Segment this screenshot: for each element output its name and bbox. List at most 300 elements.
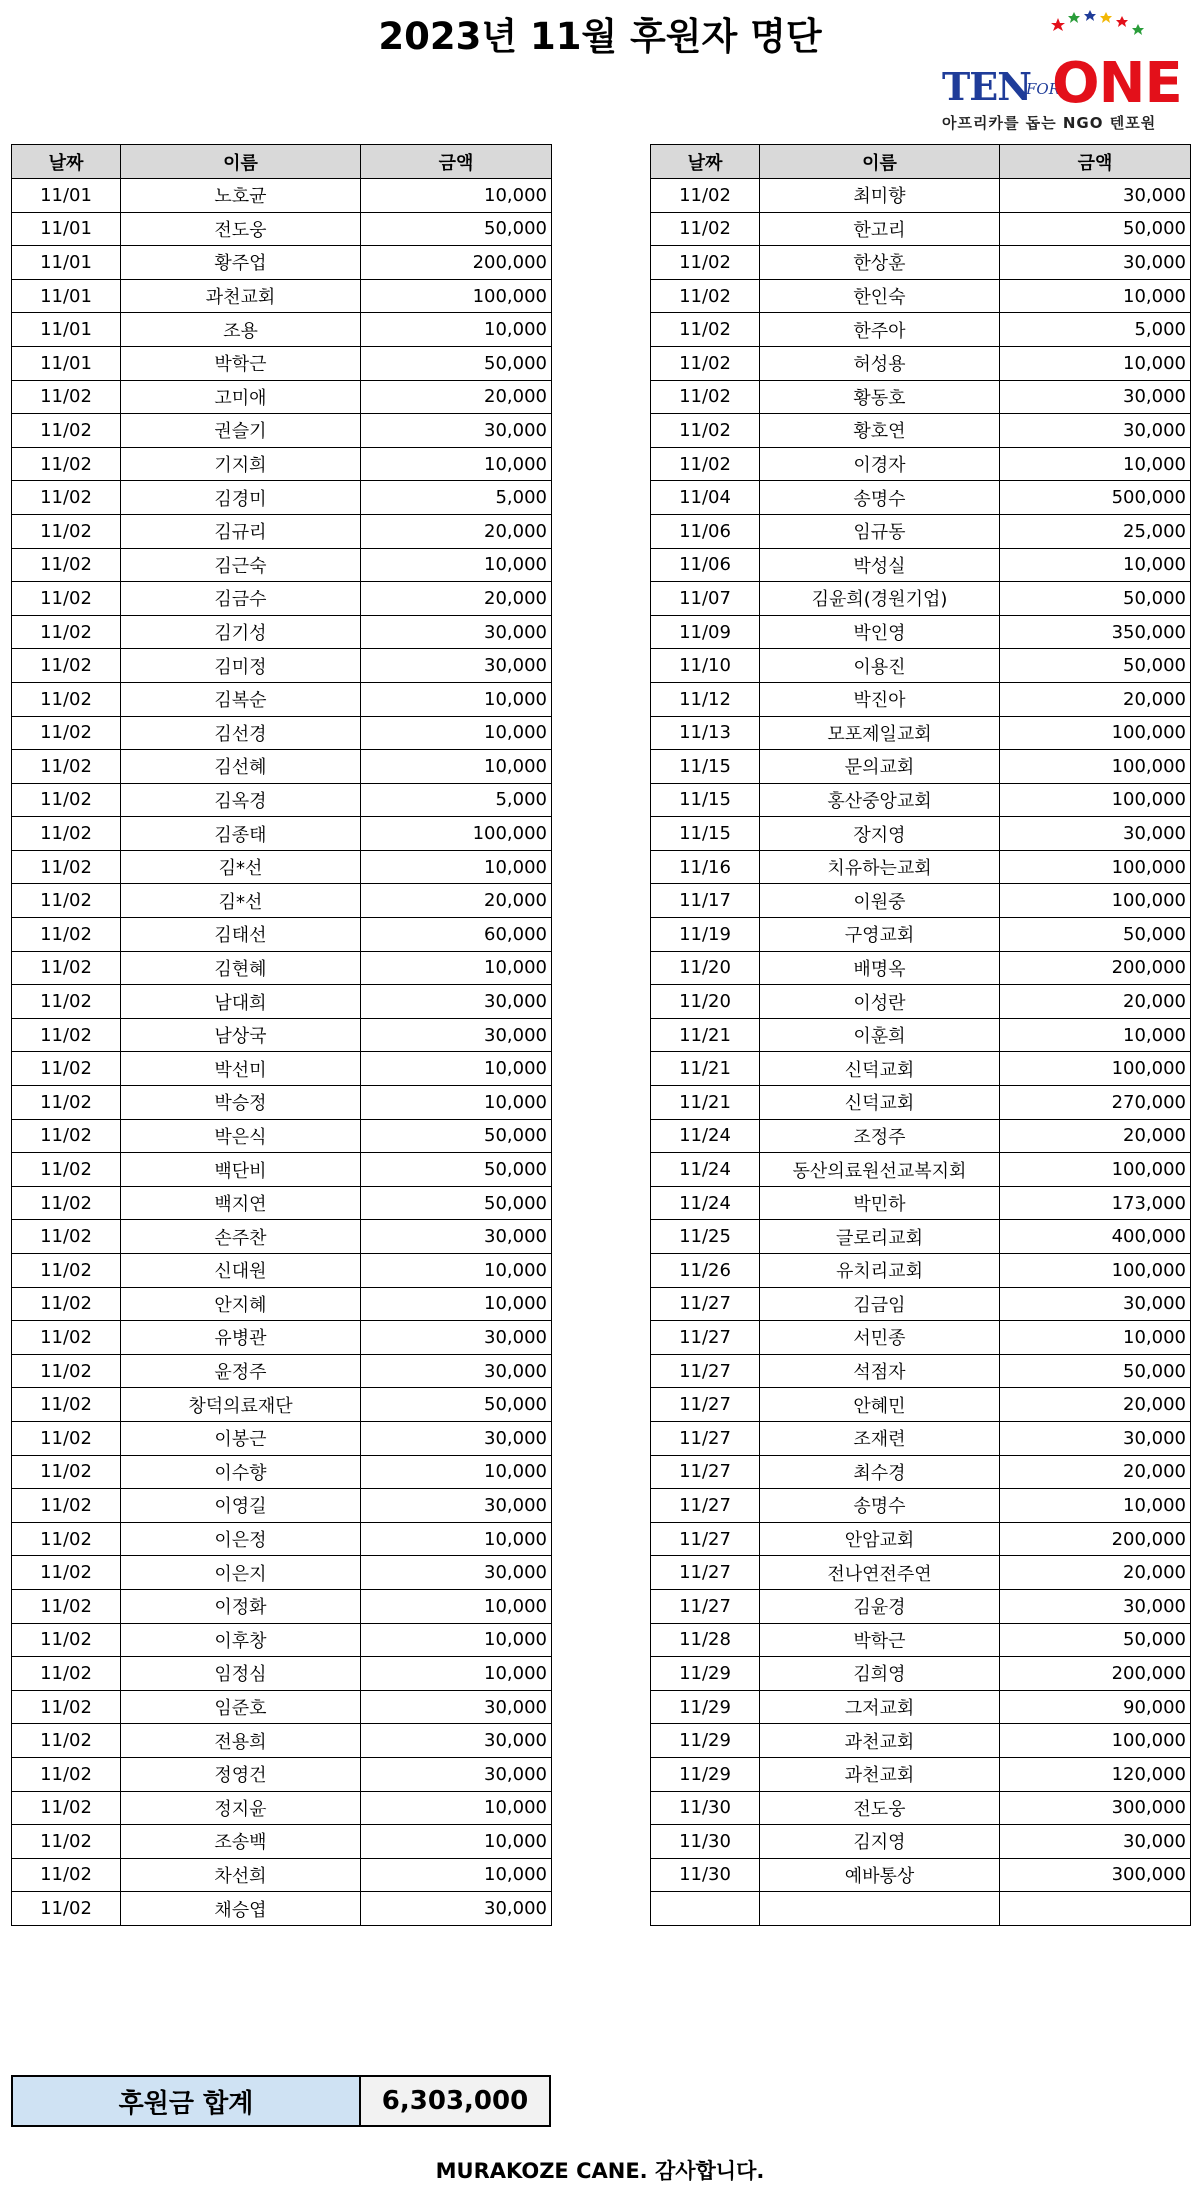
table-row (12, 279, 552, 313)
table-row (651, 1825, 1191, 1859)
donation-date: 11/02 (12, 1018, 121, 1052)
table-row (651, 1321, 1191, 1355)
donor-name: 창덕의료재단 (121, 1388, 361, 1422)
donation-date: 11/02 (12, 1757, 121, 1791)
donor-name: 손주찬 (121, 1220, 361, 1254)
ten-for-one-logo (940, 4, 1192, 136)
donation-amount: 10,000 (1000, 1489, 1191, 1523)
donation-date: 11/02 (12, 1724, 121, 1758)
donation-amount: 5,000 (361, 783, 552, 817)
donation-date: 11/02 (12, 750, 121, 784)
donor-name: 이영길 (121, 1489, 361, 1523)
header-name: 이름 (121, 145, 361, 179)
donation-date: 11/02 (651, 313, 760, 347)
donor-name: 김금수 (121, 582, 361, 616)
table-row (651, 1690, 1191, 1724)
table-row (12, 246, 552, 280)
donor-name: 안암교회 (760, 1522, 1000, 1556)
donor-name: 박민하 (760, 1186, 1000, 1220)
table-row (651, 783, 1191, 817)
donation-date: 11/21 (651, 1086, 760, 1120)
donation-date: 11/02 (12, 1858, 121, 1892)
table-row (12, 682, 552, 716)
table-row (651, 246, 1191, 280)
donor-name: 이원중 (760, 884, 1000, 918)
footer-thanks: MURAKOZE CANE. 감사합니다. (435, 2159, 765, 2183)
donation-amount: 10,000 (1000, 279, 1191, 313)
donor-name: 김지영 (760, 1825, 1000, 1859)
donation-date: 11/02 (12, 817, 121, 851)
donation-amount: 30,000 (1000, 414, 1191, 448)
header-amount: 금액 (361, 145, 552, 179)
donation-date: 11/02 (651, 179, 760, 213)
donor-name: 이은정 (121, 1522, 361, 1556)
table-row (651, 212, 1191, 246)
donation-date: 11/01 (12, 346, 121, 380)
donation-date: 11/29 (651, 1757, 760, 1791)
table-row (651, 1119, 1191, 1153)
donor-name: 신대원 (121, 1254, 361, 1288)
table-row (12, 1657, 552, 1691)
donation-amount: 50,000 (1000, 918, 1191, 952)
table-row (651, 481, 1191, 515)
donation-amount: 50,000 (1000, 582, 1191, 616)
donation-amount: 10,000 (361, 1858, 552, 1892)
donor-name: 노호균 (121, 179, 361, 213)
table-row (12, 1421, 552, 1455)
donation-date: 11/01 (12, 246, 121, 280)
donation-amount: 25,000 (1000, 514, 1191, 548)
table-row (12, 414, 552, 448)
donation-date: 11/02 (12, 1119, 121, 1153)
donation-date: 11/02 (12, 481, 121, 515)
donor-name: 김규리 (121, 514, 361, 548)
donation-date: 11/02 (651, 346, 760, 380)
donor-name: 치유하는교회 (760, 850, 1000, 884)
donation-amount: 20,000 (1000, 985, 1191, 1019)
table-row (12, 850, 552, 884)
donor-name: 김금임 (760, 1287, 1000, 1321)
donation-amount: 30,000 (361, 1018, 552, 1052)
donor-name: 김종태 (121, 817, 361, 851)
donor-name: 석점자 (760, 1354, 1000, 1388)
table-row (651, 447, 1191, 481)
donor-name: 김복순 (121, 682, 361, 716)
donation-amount: 30,000 (1000, 179, 1191, 213)
donor-name: 장지영 (760, 817, 1000, 851)
donor-rows-right (651, 179, 1191, 1926)
table-row (12, 817, 552, 851)
donation-amount: 100,000 (361, 817, 552, 851)
donation-date: 11/02 (12, 1186, 121, 1220)
table-row (12, 447, 552, 481)
donation-amount: 10,000 (361, 1791, 552, 1825)
donation-amount: 10,000 (361, 1657, 552, 1691)
donation-date: 11/02 (12, 1489, 121, 1523)
donation-date: 11/30 (651, 1791, 760, 1825)
donation-date: 11/27 (651, 1556, 760, 1590)
donation-date: 11/02 (12, 1254, 121, 1288)
table-row (12, 1892, 552, 1926)
table-row (651, 1623, 1191, 1657)
donation-amount: 30,000 (361, 1556, 552, 1590)
table-row (651, 1254, 1191, 1288)
table-row (651, 1589, 1191, 1623)
donation-amount: 20,000 (1000, 1388, 1191, 1422)
table-row (651, 682, 1191, 716)
donation-date: 11/21 (651, 1052, 760, 1086)
donation-amount: 10,000 (361, 1522, 552, 1556)
donation-date: 11/02 (12, 1556, 121, 1590)
donor-name: 과천교회 (760, 1724, 1000, 1758)
donor-name: 한고리 (760, 212, 1000, 246)
donation-amount: 30,000 (361, 1321, 552, 1355)
table-row (12, 1321, 552, 1355)
donor-name: 전나연전주연 (760, 1556, 1000, 1590)
donation-amount: 20,000 (361, 380, 552, 414)
donor-name: 송명수 (760, 481, 1000, 515)
donation-amount: 10,000 (1000, 548, 1191, 582)
table-row (12, 1018, 552, 1052)
table-row (651, 1018, 1191, 1052)
donation-date: 11/02 (12, 447, 121, 481)
donation-amount: 30,000 (1000, 817, 1191, 851)
donation-amount: 50,000 (1000, 1623, 1191, 1657)
logo-for-text: FOR (1026, 80, 1060, 98)
donation-amount: 30,000 (361, 1220, 552, 1254)
donation-amount: 200,000 (1000, 1657, 1191, 1691)
donation-date: 11/02 (12, 548, 121, 582)
donor-name: 박선미 (121, 1052, 361, 1086)
table-row (12, 1522, 552, 1556)
donation-amount: 10,000 (361, 750, 552, 784)
table-row (651, 1556, 1191, 1590)
donation-date: 11/02 (12, 716, 121, 750)
donation-amount: 20,000 (1000, 1556, 1191, 1590)
table-row (12, 1220, 552, 1254)
donation-amount: 100,000 (1000, 1724, 1191, 1758)
donor-name: 유병관 (121, 1321, 361, 1355)
donation-amount: 30,000 (361, 1421, 552, 1455)
donation-date: 11/27 (651, 1354, 760, 1388)
table-row (12, 1589, 552, 1623)
donor-name: 전용희 (121, 1724, 361, 1758)
donation-date: 11/01 (12, 212, 121, 246)
donation-amount: 50,000 (1000, 1354, 1191, 1388)
table-row (651, 1858, 1191, 1892)
donor-name: 이수향 (121, 1455, 361, 1489)
donor-name: 이훈희 (760, 1018, 1000, 1052)
donation-amount: 10,000 (361, 951, 552, 985)
table-row (651, 346, 1191, 380)
donation-amount: 10,000 (361, 548, 552, 582)
donor-name: 구영교회 (760, 918, 1000, 952)
table-row (651, 985, 1191, 1019)
donor-name: 차선희 (121, 1858, 361, 1892)
donor-name: 한주아 (760, 313, 1000, 347)
donor-name: 허성용 (760, 346, 1000, 380)
donation-amount: 20,000 (1000, 1119, 1191, 1153)
table-row (651, 1153, 1191, 1187)
table-row (651, 179, 1191, 213)
donor-name: 박진아 (760, 682, 1000, 716)
donation-date: 11/02 (12, 1153, 121, 1187)
table-row (651, 1052, 1191, 1086)
donation-date: 11/27 (651, 1589, 760, 1623)
donor-name: 그저교회 (760, 1690, 1000, 1724)
donor-table-right (650, 144, 1191, 1926)
donation-date: 11/02 (651, 279, 760, 313)
donation-date: 11/20 (651, 985, 760, 1019)
donation-amount: 10,000 (361, 716, 552, 750)
table-row (12, 1186, 552, 1220)
table-row (12, 1455, 552, 1489)
donor-name: 박은식 (121, 1119, 361, 1153)
donor-name: 김옥경 (121, 783, 361, 817)
donation-amount: 50,000 (1000, 649, 1191, 683)
donation-date: 11/24 (651, 1119, 760, 1153)
donation-date: 11/02 (12, 1657, 121, 1691)
donor-name: 정지윤 (121, 1791, 361, 1825)
table-row (651, 1522, 1191, 1556)
donor-name: 박성실 (760, 548, 1000, 582)
table-row (651, 918, 1191, 952)
donation-date: 11/02 (12, 615, 121, 649)
table-row (12, 649, 552, 683)
table-row (651, 1791, 1191, 1825)
table-row (12, 716, 552, 750)
donation-amount: 30,000 (361, 649, 552, 683)
donation-amount: 20,000 (361, 514, 552, 548)
table-row (651, 1086, 1191, 1120)
donation-date: 11/02 (12, 918, 121, 952)
table-row (12, 1086, 552, 1120)
donation-date: 11/02 (12, 1354, 121, 1388)
table-row (12, 1791, 552, 1825)
donation-amount: 50,000 (361, 346, 552, 380)
donation-date: 11/02 (12, 582, 121, 616)
donation-date: 11/01 (12, 313, 121, 347)
table-row (651, 1724, 1191, 1758)
donor-name: 문의교회 (760, 750, 1000, 784)
donation-amount: 100,000 (1000, 750, 1191, 784)
table-row (12, 582, 552, 616)
donation-amount: 50,000 (361, 1119, 552, 1153)
donor-name: 이성란 (760, 985, 1000, 1019)
donor-name: 채승엽 (121, 1892, 361, 1926)
table-row (12, 548, 552, 582)
donation-amount: 10,000 (361, 1254, 552, 1288)
donation-amount: 100,000 (1000, 850, 1191, 884)
table-row (651, 279, 1191, 313)
donation-date: 11/19 (651, 918, 760, 952)
donation-date: 11/02 (12, 1321, 121, 1355)
donor-name: 신덕교회 (760, 1052, 1000, 1086)
donor-name: 정영건 (121, 1757, 361, 1791)
donor-name: 송명수 (760, 1489, 1000, 1523)
table-row (12, 1119, 552, 1153)
donation-date: 11/02 (12, 1522, 121, 1556)
table-row (12, 884, 552, 918)
donor-name: 김근숙 (121, 548, 361, 582)
donation-amount: 300,000 (1000, 1858, 1191, 1892)
donor-name: 과천교회 (121, 279, 361, 313)
donation-amount: 30,000 (1000, 1825, 1191, 1859)
donation-amount: 30,000 (1000, 1287, 1191, 1321)
donation-amount: 500,000 (1000, 481, 1191, 515)
donation-date: 11/17 (651, 884, 760, 918)
donation-amount: 50,000 (361, 212, 552, 246)
table-row (12, 1556, 552, 1590)
donation-date: 11/02 (12, 682, 121, 716)
donor-name: 김선혜 (121, 750, 361, 784)
donor-name: 김*선 (121, 850, 361, 884)
donor-name: 고미애 (121, 380, 361, 414)
donation-amount: 20,000 (1000, 682, 1191, 716)
donor-name: 이정화 (121, 1589, 361, 1623)
donor-name: 박학근 (760, 1623, 1000, 1657)
donation-date: 11/27 (651, 1321, 760, 1355)
donor-name: 한인숙 (760, 279, 1000, 313)
table-row (12, 615, 552, 649)
donation-date: 11/02 (12, 1589, 121, 1623)
donation-amount: 10,000 (361, 1589, 552, 1623)
donation-date: 11/02 (12, 783, 121, 817)
donation-amount: 10,000 (361, 682, 552, 716)
table-row (12, 985, 552, 1019)
donor-name: 조정주 (760, 1119, 1000, 1153)
donation-date: 11/15 (651, 783, 760, 817)
donor-name: 임정심 (121, 1657, 361, 1691)
donation-date: 11/15 (651, 750, 760, 784)
donation-date: 11/02 (12, 1421, 121, 1455)
donation-amount: 200,000 (1000, 1522, 1191, 1556)
donation-date: 11/02 (12, 1220, 121, 1254)
donation-date: 11/02 (12, 1086, 121, 1120)
donation-amount: 30,000 (361, 414, 552, 448)
donation-date: 11/27 (651, 1421, 760, 1455)
total-value: 6,303,000 (360, 2076, 550, 2126)
donation-date: 11/30 (651, 1825, 760, 1859)
table-row (12, 1724, 552, 1758)
donor-rows-left (12, 179, 552, 1926)
header-amount: 금액 (1000, 145, 1191, 179)
table-row (651, 716, 1191, 750)
donor-name: 황주업 (121, 246, 361, 280)
donor-name: 유치리교회 (760, 1254, 1000, 1288)
donor-name: 조재련 (760, 1421, 1000, 1455)
donation-date: 11/02 (651, 212, 760, 246)
donation-date: 11/12 (651, 682, 760, 716)
donation-date: 11/29 (651, 1657, 760, 1691)
donation-amount (1000, 1892, 1191, 1926)
donor-name: 동산의료원선교복지회 (760, 1153, 1000, 1187)
donor-name: 최미향 (760, 179, 1000, 213)
table-row (651, 1354, 1191, 1388)
donation-amount: 400,000 (1000, 1220, 1191, 1254)
donor-name (760, 1892, 1000, 1926)
donation-amount: 20,000 (361, 582, 552, 616)
donation-date: 11/02 (12, 951, 121, 985)
donation-date: 11/29 (651, 1690, 760, 1724)
donation-amount: 100,000 (1000, 1052, 1191, 1086)
table-row (12, 783, 552, 817)
donation-date: 11/09 (651, 615, 760, 649)
table-row (651, 1421, 1191, 1455)
table-row (651, 1757, 1191, 1791)
table-row (651, 380, 1191, 414)
donor-name: 이용진 (760, 649, 1000, 683)
donation-date: 11/01 (12, 279, 121, 313)
donor-name: 김기성 (121, 615, 361, 649)
donation-amount: 50,000 (361, 1186, 552, 1220)
donation-amount: 30,000 (1000, 1421, 1191, 1455)
donation-amount: 100,000 (1000, 716, 1191, 750)
donation-amount: 20,000 (361, 884, 552, 918)
donation-amount: 100,000 (1000, 1153, 1191, 1187)
donation-amount: 10,000 (361, 447, 552, 481)
donation-date: 11/02 (12, 884, 121, 918)
table-row (651, 548, 1191, 582)
table-row (12, 1254, 552, 1288)
header-date: 날짜 (12, 145, 121, 179)
donor-name: 박인영 (760, 615, 1000, 649)
donation-date: 11/02 (12, 649, 121, 683)
table-row (12, 514, 552, 548)
table-row (651, 1489, 1191, 1523)
donation-date: 11/15 (651, 817, 760, 851)
donor-name: 이은지 (121, 1556, 361, 1590)
donation-date: 11/16 (651, 850, 760, 884)
donation-amount: 50,000 (1000, 212, 1191, 246)
donation-amount: 10,000 (361, 1455, 552, 1489)
donation-amount: 10,000 (1000, 1018, 1191, 1052)
table-row (12, 918, 552, 952)
donation-date: 11/07 (651, 582, 760, 616)
donor-name: 황호연 (760, 414, 1000, 448)
donation-amount: 30,000 (361, 1489, 552, 1523)
table-row (651, 1892, 1191, 1926)
table-row (651, 615, 1191, 649)
table-row (651, 582, 1191, 616)
table-row (651, 1388, 1191, 1422)
donation-amount: 100,000 (1000, 1254, 1191, 1288)
donation-date: 11/28 (651, 1623, 760, 1657)
donation-amount: 30,000 (361, 1724, 552, 1758)
donation-amount: 30,000 (361, 1690, 552, 1724)
donor-name: 예바통상 (760, 1858, 1000, 1892)
donation-amount: 10,000 (1000, 346, 1191, 380)
donation-amount: 90,000 (1000, 1690, 1191, 1724)
table-row (651, 750, 1191, 784)
donation-date: 11/02 (12, 985, 121, 1019)
donation-amount: 10,000 (361, 1052, 552, 1086)
donation-amount: 300,000 (1000, 1791, 1191, 1825)
table-row (12, 313, 552, 347)
donation-amount: 10,000 (361, 313, 552, 347)
donation-date: 11/02 (12, 1892, 121, 1926)
donation-date: 11/02 (12, 850, 121, 884)
page-title: 2023년 11월 후원자 명단 (378, 15, 822, 58)
table-row (12, 951, 552, 985)
donation-date: 11/02 (651, 414, 760, 448)
header-name: 이름 (760, 145, 1000, 179)
donation-date: 11/06 (651, 548, 760, 582)
donation-amount: 30,000 (361, 1757, 552, 1791)
donor-name: 안혜민 (760, 1388, 1000, 1422)
donation-date: 11/29 (651, 1724, 760, 1758)
table-row (651, 850, 1191, 884)
